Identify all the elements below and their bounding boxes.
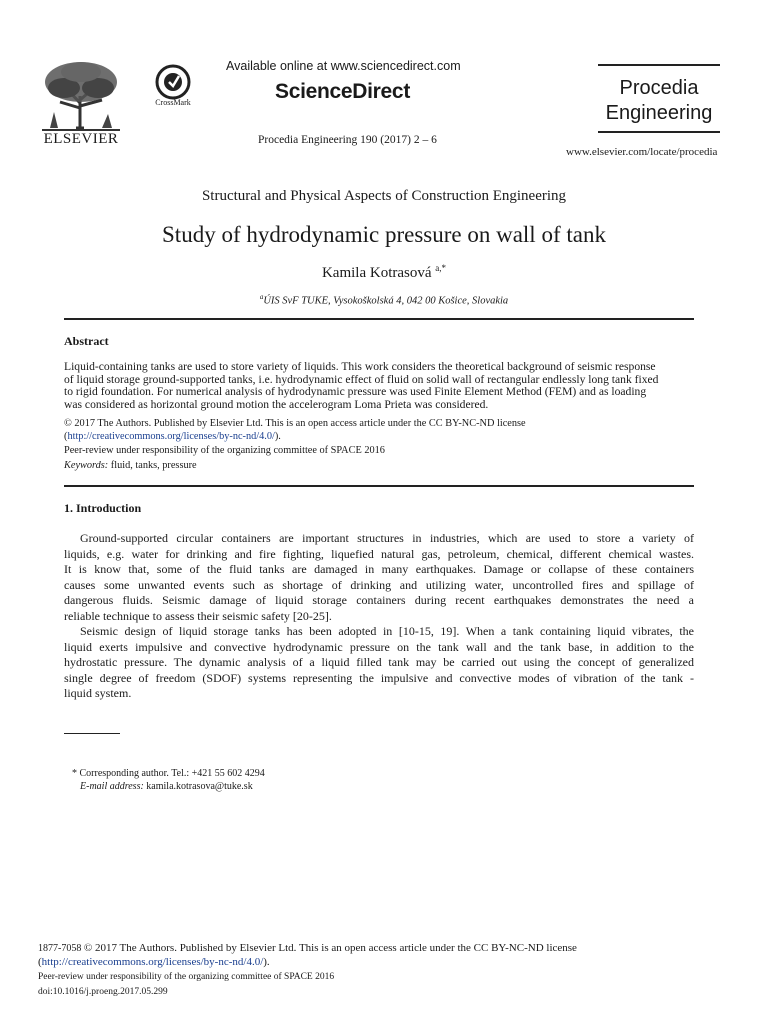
footer-license (38, 956, 270, 968)
journal-citation: Procedia Engineering 190 (2017) 2 – 6 (258, 134, 437, 146)
footer-doi[interactable]: doi:10.1016/j.proeng.2017.05.299 (38, 987, 168, 997)
abstract-license (64, 431, 281, 442)
crossmark-logo[interactable] (150, 64, 196, 110)
footer-issn: 1877-7058 (38, 943, 84, 954)
intro-line: liquid exerts impulsive and convective hydrodynamic pressure on the tank wall and the tank base, in addition to the (64, 639, 694, 654)
abstract-top-rule (64, 318, 694, 320)
author-superscript: a,* (435, 263, 447, 273)
paren-close: ). (274, 431, 281, 442)
crossmark-label: CrossMark (155, 98, 191, 107)
intro-line: single degree of freedom (SDOF) systems representing the impulsive and convective modes of vibration of the tank - (64, 670, 694, 685)
footer-peer-review: Peer-review under responsibility of the organizing committee of SPACE 2016 (38, 972, 335, 982)
author-line (0, 263, 768, 282)
abstract-body (64, 361, 704, 411)
crossmark-icon (155, 64, 191, 100)
available-online: Available online at www.sciencedirect.com (226, 59, 461, 73)
abstract-line: of liquid storage ground-supported tanks, i.e. hydrodynamic effect of fluid on solid wall of rectangular endlessly long tank fixed (64, 372, 659, 386)
keywords-text: fluid, tanks, pressure (108, 460, 197, 471)
abstract-peer-review: Peer-review under responsibility of the organizing committee of SPACE 2016 (64, 445, 385, 456)
journal-name-line2: Engineering (605, 102, 713, 124)
keywords-label: Keywords: (64, 460, 109, 471)
intro-line: reliable technique to assess their seismic safety [20-25]. (64, 608, 332, 623)
abstract-heading: Abstract (64, 334, 109, 348)
journal-top-rule (598, 64, 720, 66)
footer-copyright-line (38, 942, 577, 954)
intro-line: causes some unwanted events such as shortage of drinking and utilizing water, uncontrolled fires and spillage of (64, 577, 694, 592)
intro-line: It is know that, some of the fluid tanks are damaged in many earthquakes. Damage or collapse of these containers (64, 562, 694, 576)
intro-line: liquid system. (64, 686, 132, 700)
section-heading: 1. Introduction (64, 501, 142, 515)
affiliation-superscript: a (259, 293, 264, 301)
corresponding-author: * Corresponding author. Tel.: +421 55 602 4294 (72, 768, 265, 779)
publisher-name: ELSEVIER (43, 131, 119, 147)
footer-license-link[interactable]: http://creativecommons.org/licenses/by-nc-nd/4.0/ (41, 956, 264, 968)
affiliation-text: ÚIS SvF TUKE, Vysokoškolská 4, 042 00 Košice, Slovakia (263, 295, 509, 307)
conference-name: Structural and Physical Aspects of Construction Engineering (201, 188, 567, 204)
intro-paragraph-1 (64, 531, 694, 624)
email-address[interactable]: kamila.kotrasova@tuke.sk (143, 781, 253, 792)
journal-bottom-rule (598, 131, 720, 133)
intro-paragraph-2 (64, 624, 694, 702)
abstract-line: was considered as horizontal ground motion the accelerogram Loma Prieta was considered. (64, 397, 489, 411)
journal-url[interactable]: www.elsevier.com/locate/procedia (566, 146, 718, 158)
intro-line: liquids, e.g. water for drinking and fire fighting, liquefied natural gas, petroleum, chemical, different chemical wastes. (64, 546, 694, 561)
abstract-bottom-rule (64, 485, 694, 487)
article-title: Study of hydrodynamic pressure on wall of tank (162, 222, 606, 247)
email-line (80, 781, 253, 792)
keywords-line (64, 460, 197, 471)
intro-line: hydrostatic pressure. The dynamic analysis of a liquid filled tank may be carried out using the concept of generalized (64, 655, 694, 669)
paren-open: ( (64, 431, 68, 442)
author-name: Kamila Kotrasová (321, 265, 432, 281)
intro-line: dangerous fluids. Seismic damage of liquid storage containers during recent earthquakes demonstrates the need a (64, 593, 694, 607)
abstract-license-link[interactable]: http://creativecommons.org/licenses/by-nc-nd/4.0/ (67, 431, 275, 442)
paren-close: ). (263, 956, 270, 968)
email-label: E-mail address: (80, 781, 144, 792)
intro-line: Ground-supported circular containers are important structures in industries, which are used to store a variety of (80, 531, 694, 545)
intro-line: Seismic design of liquid storage tanks has been adopted in [10-15, 19]. When a tank containing liquid vibrates, the (80, 624, 694, 638)
elsevier-logo (36, 58, 126, 148)
abstract-line: Liquid-containing tanks are used to store variety of liquids. This work considers the theoretical background of seismic response (64, 360, 656, 373)
elsevier-tree-icon (36, 58, 126, 132)
journal-name-line1: Procedia (619, 77, 699, 99)
footnote-rule (64, 733, 120, 734)
sciencedirect-logo[interactable]: ScienceDirect (275, 80, 411, 103)
affiliation-line (0, 293, 768, 307)
abstract-line: to rigid foundation. For numerical analysis of hydrodynamic pressure was used Finite Element Method (FEM) and as loading (64, 385, 647, 399)
footer-copyright: © 2017 The Authors. Published by Elsevier Ltd. This is an open access article under the CC BY-NC-ND license (83, 942, 577, 954)
paren-open: ( (38, 956, 42, 968)
abstract-copyright: © 2017 The Authors. Published by Elsevier Ltd. This is an open access article under the CC BY-NC-ND license (64, 418, 526, 429)
